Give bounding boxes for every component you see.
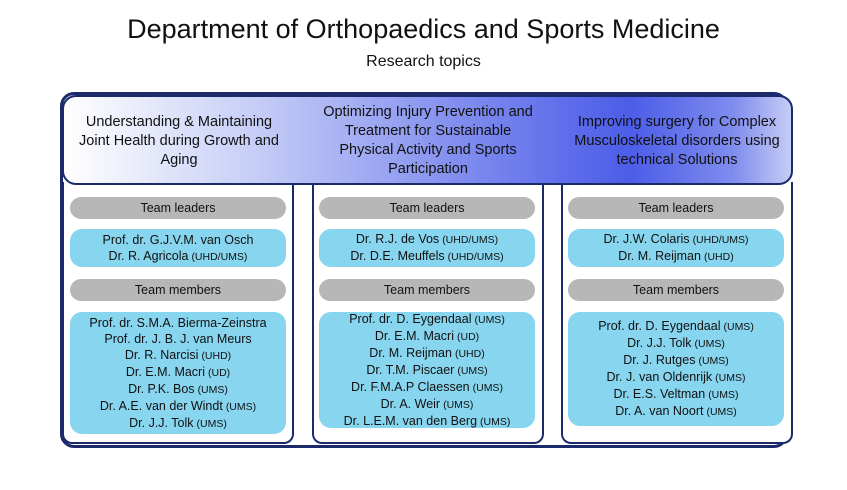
person-name: Dr. E.M. Macri (125, 364, 205, 379)
person-entry (344, 413, 511, 430)
person-affiliation: (UD) (208, 366, 231, 379)
person-affiliation: (UHD/UMS) (191, 250, 248, 263)
team-members-label-2: Team members (319, 279, 535, 301)
person-entry (129, 415, 227, 432)
person-affiliation: (UMS) (715, 372, 746, 384)
person-name: Prof. dr. J. B. J. van Meurs (104, 331, 252, 346)
person-affiliation: (UMS) (474, 313, 505, 326)
person-affiliation: (UMS) (443, 398, 474, 411)
person-entry (89, 315, 266, 331)
person-name: Dr. R. Narcisi (124, 347, 199, 362)
person-entry (128, 381, 228, 398)
person-entry (627, 335, 725, 352)
person-affiliation: (UMS) (694, 338, 725, 350)
person-entry (603, 231, 748, 248)
person-affiliation: (UMS) (225, 400, 257, 413)
person-entry (618, 248, 733, 265)
person-affiliation: (UMS) (723, 321, 754, 333)
person-affiliation: (UMS) (706, 406, 737, 418)
person-affiliation: (UMS) (480, 415, 511, 428)
team-members-box-3 (568, 312, 784, 426)
person-affiliation: (UHD/UMS) (692, 234, 749, 246)
person-name: Dr. M. Reijman (369, 345, 452, 360)
person-name: Dr. P.K. Bos (128, 381, 195, 396)
person-name: Dr. J. Rutges (623, 353, 696, 367)
person-entry (350, 248, 503, 265)
person-name: Dr. L.E.M. van den Berg (343, 413, 478, 428)
person-affiliation: (UMS) (197, 383, 228, 396)
person-affiliation: (UHD) (703, 251, 734, 263)
person-affiliation: (UMS) (708, 389, 739, 401)
person-entry (103, 232, 254, 248)
person-name: Dr. J.J. Tolk (627, 336, 692, 350)
person-name: Dr. E.S. Veltman (613, 387, 706, 401)
person-name: Dr. A. Weir (380, 396, 441, 411)
topic-1-title: Understanding & Maintaining Joint Health during Growth and Aging (79, 113, 279, 168)
person-entry (607, 369, 746, 386)
person-name: Dr. R. Agricola (108, 248, 189, 263)
team-leaders-label-2: Team leaders (319, 197, 535, 219)
person-entry (349, 311, 505, 328)
person-entry (100, 398, 256, 415)
team-members-box-2 (319, 312, 535, 428)
person-name: Dr. D.E. Meuffels (350, 249, 445, 263)
person-entry (351, 379, 503, 396)
person-name: Prof. dr. G.J.V.M. van Osch (102, 232, 254, 247)
person-affiliation: (UHD/UMS) (447, 251, 504, 263)
person-affiliation: (UHD) (454, 347, 485, 360)
person-name: Dr. R.J. de Vos (355, 232, 440, 246)
person-affiliation: (UHD) (201, 349, 232, 362)
person-entry (615, 403, 737, 420)
person-entry (375, 328, 479, 345)
person-affiliation: (UMS) (457, 364, 488, 377)
person-name: Dr. F.M.A.P Claessen (351, 379, 470, 394)
person-name: Prof. dr. D. Eygendaal (349, 311, 472, 326)
team-members-label-1: Team members (70, 279, 286, 301)
person-entry (613, 386, 738, 403)
person-name: Dr. M. Reijman (618, 249, 701, 263)
team-leaders-box-1 (70, 229, 286, 267)
person-entry (109, 248, 248, 265)
page-subtitle: Research topics (366, 53, 481, 70)
page-title: Department of Orthopaedics and Sports Medicine (127, 14, 720, 44)
person-affiliation: (UMS) (472, 381, 503, 394)
person-name: Dr. A.E. van der Windt (99, 398, 223, 413)
person-entry (369, 345, 484, 362)
person-entry (126, 364, 230, 381)
person-name: Dr. J. van Oldenrijk (606, 370, 713, 384)
person-entry (598, 318, 754, 335)
topic-3-title: Improving surgery for Complex Musculoskeletal disorders using technical Solutions (574, 113, 780, 168)
person-entry (356, 231, 498, 248)
person-entry (366, 362, 487, 379)
person-name: Prof. dr. D. Eygendaal (598, 319, 721, 333)
team-members-label-3: Team members (568, 279, 784, 301)
person-affiliation: (UMS) (698, 355, 729, 367)
team-leaders-box-3 (568, 229, 784, 267)
person-name: Dr. A. van Noort (615, 404, 704, 418)
person-name: Dr. J.J. Tolk (129, 415, 194, 430)
person-entry (104, 331, 251, 347)
person-name: Dr. E.M. Macri (374, 328, 454, 343)
team-leaders-label-3: Team leaders (568, 197, 784, 219)
person-affiliation: (UD) (457, 330, 480, 343)
person-affiliation: (UHD/UMS) (442, 234, 499, 246)
person-entry (623, 352, 729, 369)
topic-2-title: Optimizing Injury Prevention and Treatment for Sustainable Physical Activity and Sports Participation (323, 104, 533, 177)
person-name: Dr. T.M. Piscaer (366, 362, 455, 377)
person-name: Dr. J.W. Colaris (603, 232, 690, 246)
person-entry (381, 396, 474, 413)
person-affiliation: (UMS) (196, 417, 227, 430)
team-members-box-1 (70, 312, 286, 434)
team-leaders-box-2 (319, 229, 535, 267)
person-entry (125, 347, 231, 364)
team-leaders-label-1: Team leaders (70, 197, 286, 219)
person-name: Prof. dr. S.M.A. Bierma-Zeinstra (89, 315, 267, 330)
